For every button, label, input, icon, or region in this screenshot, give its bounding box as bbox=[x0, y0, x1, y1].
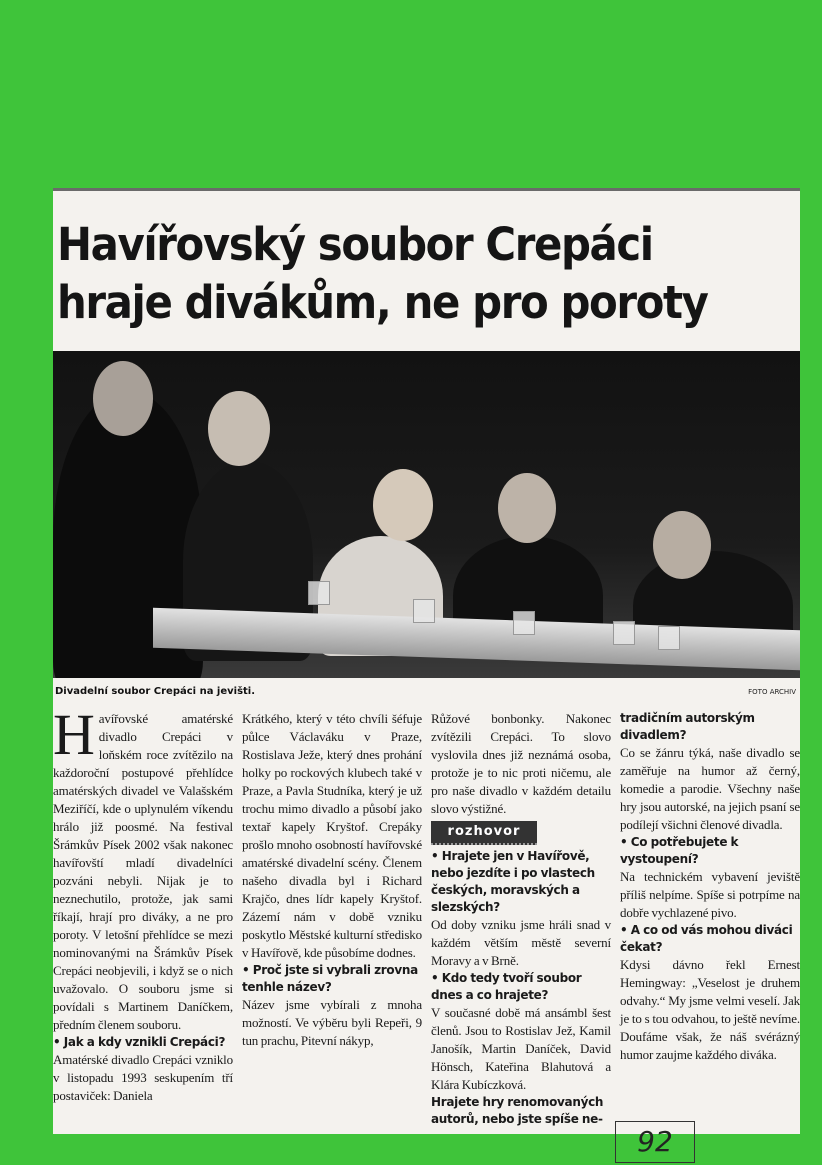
paragraph bbox=[53, 702, 233, 1034]
interview-question bbox=[53, 1034, 233, 1051]
photo-caption: Divadelní soubor Crepáci na jevišti. bbox=[55, 686, 256, 697]
title-line-2: hraje divákům, ne pro poroty bbox=[57, 276, 708, 329]
interview-question bbox=[431, 1094, 611, 1128]
page-number: 92 bbox=[615, 1121, 695, 1163]
paragraph bbox=[53, 1051, 233, 1105]
text: Amatérské divadlo Crepáci vzniklo v listopadu 1993 seskupením tří postaviček: Daniela bbox=[53, 1052, 233, 1103]
paragraph bbox=[431, 1004, 611, 1094]
text: Název jsme vybírali z mnoha možností. Ve výběru byli Repeři, 9 tun prachu, Pitevní nákyp, bbox=[242, 997, 422, 1048]
text: avířovské amatérské divadlo Crepáci v loňském roce zvítězilo na každoroční postupové přehlídce amatérských divadel ve Valašském Meziříčí, kde o uplynulém víkendu hrálo již poosmé. Na festival Šrámkův Písek 2002 však nakonec havířovští mladí divadelníci pozváni nebyli. Nijak je to neznechutilo, protože, jak sami říkají, hrají pro diváky, a ne pro poroty. V letošní přehlídce se mezi nominovanými na Šrámkův Písek Crepáci neobjevili, i když se o nich uvažovalo. O souboru jsme si povídali s Martinem Daníčkem, předním členem souboru. bbox=[53, 711, 233, 1032]
interview-question bbox=[620, 710, 800, 744]
section-tag: rozhovor bbox=[431, 821, 537, 845]
interview-question bbox=[431, 970, 611, 1004]
text: Co se žánru týká, naše divadlo se zaměřuje na humor až černý, komedie a parodie. Všechny naše hry jsou autorské, na jejich psaní se podílejí všichni členové divadla. bbox=[620, 745, 800, 832]
article-title bbox=[57, 216, 745, 332]
paragraph bbox=[620, 868, 800, 922]
text: • Jak a kdy vznikli Crepáci? bbox=[53, 1035, 226, 1049]
text: • Co potřebujete k vystoupení? bbox=[620, 835, 739, 866]
text: Růžové bonbonky. Nakonec zvítězili Crepáci. To slovo vyslovila dnes již neznámá osoba, protože je to nic proti ničemu, ale pro naše divadlo v každém detailu slovo výstižné. bbox=[431, 711, 611, 816]
paragraph bbox=[620, 956, 800, 1064]
text: • Proč jste si vybrali zrovna tenhle název? bbox=[242, 963, 418, 994]
text: Od doby vzniku jsme hráli snad v každém větším městě severní Moravy a v Brně. bbox=[431, 917, 611, 968]
paragraph bbox=[431, 710, 611, 818]
newspaper-clipping bbox=[53, 188, 800, 1134]
paragraph bbox=[620, 744, 800, 834]
text: • Kdo tedy tvoří soubor dnes a co hrajete? bbox=[431, 971, 582, 1002]
text-columns bbox=[53, 702, 800, 1134]
interview-question bbox=[620, 922, 800, 956]
paragraph bbox=[242, 996, 422, 1050]
text: • Hrajete jen v Havířově, nebo jezdíte i po vlastech českých, moravských a slezských? bbox=[431, 849, 595, 914]
text: V současné době má ansámbl šest členů. Jsou to Rostislav Jež, Kamil Janošík, Martin Daníček, David Hönsch, Kateřina Blahutová a Klára Kubíczková. bbox=[431, 1005, 611, 1092]
paragraph bbox=[242, 710, 422, 962]
paragraph bbox=[431, 916, 611, 970]
text-column-3 bbox=[431, 710, 611, 1128]
title-line-1: Havířovský soubor Crepáci bbox=[57, 218, 653, 271]
text-column-4 bbox=[620, 710, 800, 1128]
interview-question bbox=[242, 962, 422, 996]
top-rule bbox=[53, 188, 800, 191]
text: Na technickém vybavení jeviště příliš nelpíme. Spíše si potrpíme na dobře vychlazené pivo. bbox=[620, 869, 800, 920]
text: Krátkého, který v této chvíli šéfuje půlce Václaváku v Praze, Rostislava Ježe, který dnes prohání holky po rockových klubech také v Praze, a Pavla Studníka, který je už trochu mimo divadlo a působí jako textař kapely Kryštof. Crepáky prošlo mnoho osobností havířovské amatérské divadelní scény. Členem našeho divadla byl i Richard Krajčo, dnes lídr kapely Kryštof. Zázemí nám v době vzniku poskytlo Městské kulturní středisko v Havířově, kde působíme dodnes. bbox=[242, 711, 422, 960]
interview-question bbox=[431, 848, 611, 916]
text: Hrajete hry renomovaných autorů, nebo jste spíše ne- bbox=[431, 1095, 604, 1126]
text-column-1 bbox=[53, 702, 233, 1128]
text: Kdysi dávno řekl Ernest Hemingway: „Veselost je druhem odvahy.“ My jsme velmi veselí. Jak je to s tou odvahou, to ještě nevíme. Doufáme však, že náš svérázný humor zaujme každého diváka. bbox=[620, 957, 800, 1062]
text: • A co od vás mohou diváci čekat? bbox=[620, 923, 793, 954]
article-photo bbox=[53, 351, 800, 678]
text: tradičním autorským divadlem? bbox=[620, 711, 755, 742]
drop-cap: H bbox=[53, 702, 95, 767]
interview-question bbox=[620, 834, 800, 868]
text-column-2 bbox=[242, 710, 422, 1128]
photo-credit: FOTO ARCHIV bbox=[748, 688, 796, 696]
